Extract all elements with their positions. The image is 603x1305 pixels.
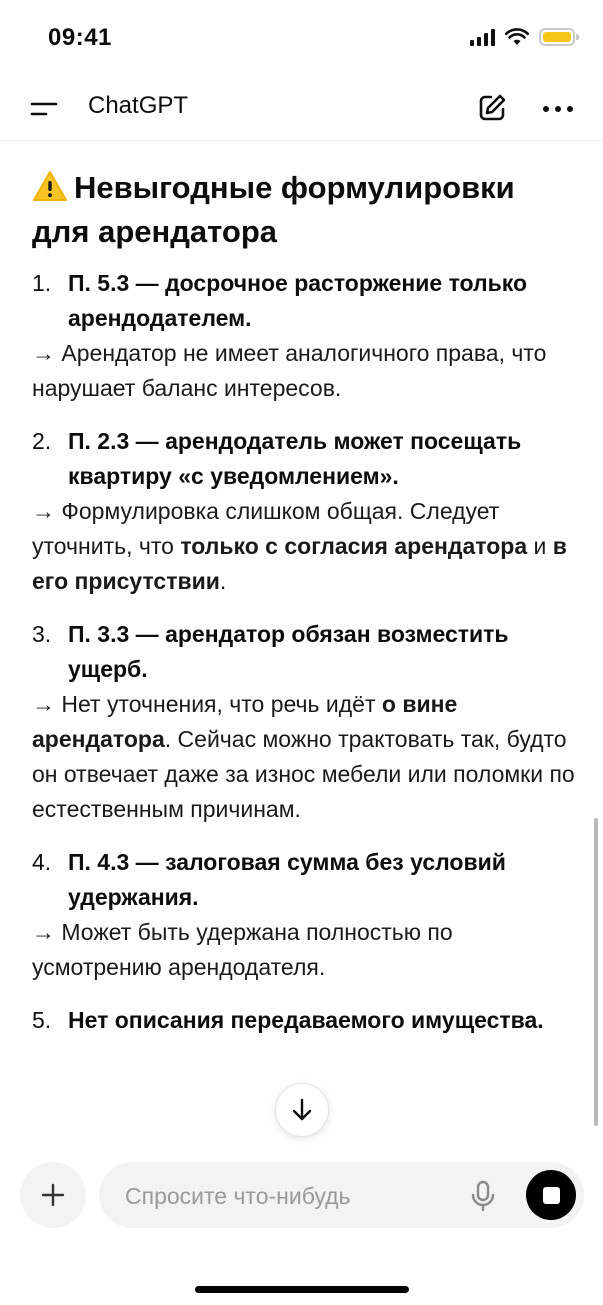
description-text: . Сейчас можно трактовать так, будто он отвечает даже за износ мебели или поломки по естественным причинам. xyxy=(32,726,575,822)
list-item xyxy=(32,266,577,406)
list-item-number: 2. xyxy=(32,428,52,454)
more-options-icon[interactable] xyxy=(540,102,576,116)
list-item-number: 1. xyxy=(32,270,52,296)
emphasis-text: только с согласия арендатора xyxy=(180,533,528,559)
list-item-heading xyxy=(32,1003,577,1038)
microphone-icon[interactable] xyxy=(469,1180,497,1212)
list-item-title: П. 3.3 — арендатор обязан возместить ущерб. xyxy=(68,621,509,682)
attach-button[interactable] xyxy=(20,1162,86,1228)
list-item xyxy=(32,845,577,985)
list-item xyxy=(32,1003,577,1038)
description-text: → Может быть удержана полностью по усмотрению арендодателя. xyxy=(32,919,453,980)
list-item-description xyxy=(32,494,577,599)
list-item xyxy=(32,617,577,827)
list-item-heading xyxy=(32,266,577,336)
description-text: → Нет уточнения, что речь идёт xyxy=(32,691,382,717)
status-icons xyxy=(470,28,575,46)
section-title xyxy=(32,166,577,254)
app-header xyxy=(0,78,603,141)
assistant-message xyxy=(32,166,577,1056)
list-item-title: Нет описания передаваемого имущества. xyxy=(68,1007,544,1033)
list-item-title: П. 2.3 — арендодатель может посещать квартиру «с уведомлением». xyxy=(68,428,522,489)
list-item-description xyxy=(32,336,577,406)
description-text: → Формулировка слишком общая. Следует уточнить, что xyxy=(32,498,500,559)
list-item-description xyxy=(32,687,577,827)
items-list xyxy=(32,266,577,1038)
list-item-number: 5. xyxy=(32,1007,52,1033)
list-item-number: 4. xyxy=(32,849,52,875)
description-text: . xyxy=(219,568,227,594)
header-title: ChatGPT xyxy=(88,92,189,119)
list-item xyxy=(32,424,577,599)
home-indicator xyxy=(195,1286,409,1293)
emphasis-text: в его присутствии xyxy=(32,533,567,594)
stop-button[interactable] xyxy=(526,1170,576,1220)
list-item-heading xyxy=(32,845,577,915)
plus-icon xyxy=(40,1182,66,1208)
warning-icon xyxy=(32,170,68,202)
list-item-title: П. 4.3 — залоговая сумма без условий удержания. xyxy=(68,849,506,910)
description-text: и xyxy=(527,533,553,559)
composer xyxy=(0,1150,603,1305)
message-input[interactable] xyxy=(123,1162,447,1230)
wifi-icon xyxy=(505,28,529,46)
list-item-description xyxy=(32,915,577,985)
scroll-indicator[interactable] xyxy=(594,818,598,1126)
description-text: → Арендатор не имеет аналогичного права, что нарушает баланс интересов. xyxy=(32,340,547,401)
menu-icon[interactable] xyxy=(30,96,60,122)
list-item-heading xyxy=(32,424,577,494)
status-time: 09:41 xyxy=(48,24,112,51)
arrow-down-icon xyxy=(290,1097,314,1123)
cellular-signal-icon xyxy=(470,29,495,46)
message-input-box xyxy=(99,1162,584,1228)
list-item-title: П. 5.3 — досрочное расторжение только арендодателем. xyxy=(68,270,528,331)
battery-icon xyxy=(539,28,575,46)
section-title-text: Невыгодные формулировки для арендатора xyxy=(32,170,515,249)
status-bar xyxy=(0,0,603,78)
list-item-heading xyxy=(32,617,577,687)
new-chat-icon[interactable] xyxy=(476,92,508,124)
emphasis-text: о вине арендатора xyxy=(32,691,458,752)
scroll-down-button[interactable] xyxy=(275,1083,329,1137)
stop-icon xyxy=(543,1187,560,1204)
list-item-number: 3. xyxy=(32,621,52,647)
